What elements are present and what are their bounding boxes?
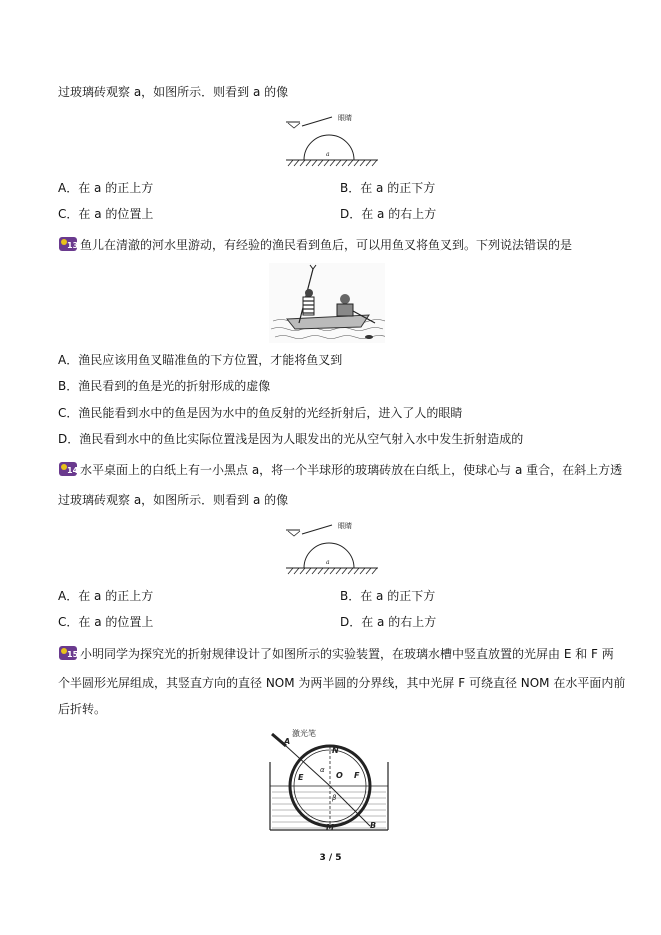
- svg-text:14: 14: [67, 466, 78, 475]
- q14-stem-2: 过玻璃砖观察 a，如图所示．则看到 a 的像: [58, 493, 289, 507]
- label-O: O: [336, 771, 343, 780]
- ground-hatch: [288, 568, 377, 574]
- svg-text:13: 13: [67, 241, 78, 250]
- q15-stem-1: 小明同学为探究光的折射规律设计了如图所示的实验装置，在玻璃水槽中竖直放置的光屏由 E 和 F 两: [80, 647, 614, 661]
- q12-option-a: A．在 a 的正上方: [58, 181, 154, 195]
- point-a-label: a: [326, 151, 330, 158]
- sight-line: [302, 525, 332, 534]
- q12-stem-tail: 过玻璃砖观察 a，如图所示．则看到 a 的像: [58, 85, 289, 99]
- q14-stem-1: 水平桌面上的白纸上有一小黑点 a，将一个半球形的玻璃砖放在白纸上，使球心与 a 重合，在斜上方透: [80, 463, 623, 477]
- point-a-label: a: [326, 559, 330, 566]
- page-number: 3 / 5: [319, 853, 342, 863]
- eye-label: 眼睛: [338, 114, 352, 122]
- label-M: M: [326, 823, 334, 832]
- label-E: E: [298, 773, 304, 782]
- q14-option-c: C．在 a 的位置上: [58, 615, 154, 629]
- label-N: N: [332, 746, 339, 755]
- q14-option-b: B．在 a 的正下方: [340, 589, 436, 603]
- q15-stem-3: 后折转。: [58, 702, 107, 716]
- sight-line: [302, 117, 332, 126]
- q13-number-badge-icon: [58, 236, 78, 252]
- q14-option-d: D．在 a 的右上方: [340, 615, 437, 629]
- q13-option-b: B．渔民看到的鱼是光的折射形成的虚像: [58, 379, 271, 393]
- q15-stem-line-1: [58, 645, 614, 662]
- label-alpha: α: [320, 766, 325, 774]
- svg-text:15: 15: [67, 650, 78, 659]
- q13-stem: 鱼儿在清澈的河水里游动，有经验的渔民看到鱼后，可以用鱼叉将鱼叉到。下列说法错误的是: [80, 238, 573, 252]
- laser-label: 激光笔: [292, 729, 316, 738]
- label-beta: β: [332, 794, 337, 802]
- q14-stem-line-1: [58, 461, 622, 478]
- hemisphere-figure-1: [282, 110, 392, 172]
- q14-number-badge-icon: [58, 461, 78, 477]
- label-B: B: [370, 821, 377, 830]
- q13-option-a: A．渔民应该用鱼叉瞄准鱼的下方位置，才能将鱼叉到: [58, 353, 343, 367]
- q15-stem-2: 个半圆形光屏组成，其竖直方向的直径 NOM 为两半圆的分界线，其中光屏 F 可绕直径 NOM 在水平面内前: [58, 676, 626, 690]
- q15-number-badge-icon: [58, 645, 78, 661]
- fisherman-head-2: [340, 294, 350, 304]
- q14-option-a: A．在 a 的正上方: [58, 589, 154, 603]
- label-F: F: [354, 771, 360, 780]
- ground-hatch: [288, 160, 377, 166]
- q12-option-c: C．在 a 的位置上: [58, 207, 154, 221]
- fisherman-head-1: [305, 289, 313, 297]
- q13-option-c: C．渔民能看到水中的鱼是因为水中的鱼反射的光经折射后，进入了人的眼睛: [58, 406, 463, 420]
- q13-option-d: D．渔民看到水中的鱼比实际位置浅是因为人眼发出的光从空气射入水中发生折射造成的: [58, 432, 524, 446]
- fisherman-illustration: [269, 263, 385, 343]
- label-A: A: [284, 737, 291, 746]
- q12-option-b: B．在 a 的正下方: [340, 181, 436, 195]
- eye-label: 眼睛: [338, 522, 352, 530]
- q13-stem-line: [58, 236, 572, 253]
- fish: [365, 335, 373, 339]
- refraction-apparatus-figure: [262, 726, 402, 836]
- hemisphere-figure-2: [282, 518, 392, 580]
- q12-option-d: D．在 a 的右上方: [340, 207, 437, 221]
